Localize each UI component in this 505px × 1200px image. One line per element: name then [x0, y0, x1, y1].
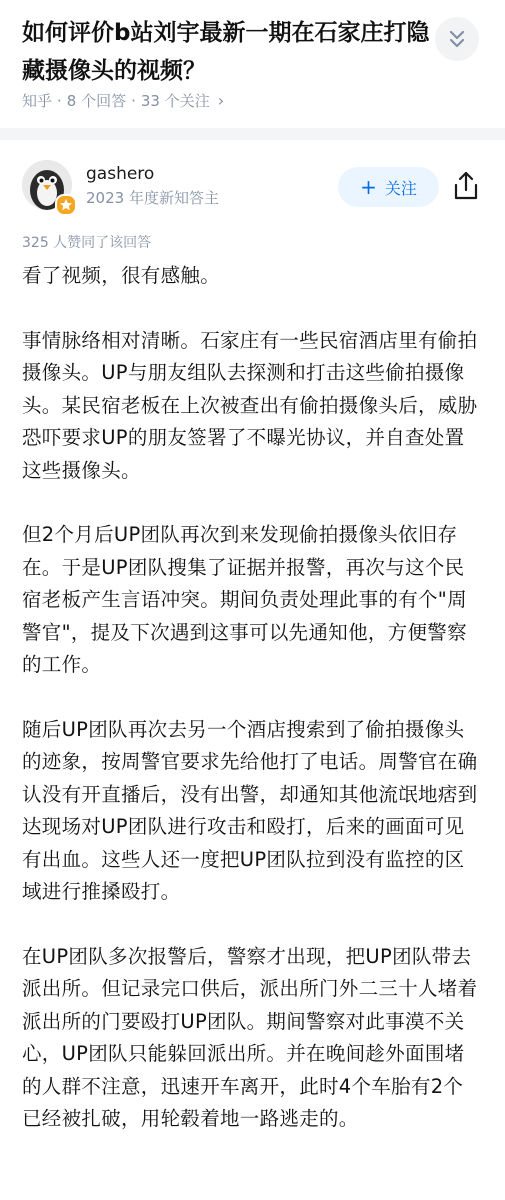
question-header [0, 0, 505, 128]
question-meta[interactable] [22, 90, 224, 112]
answer-content [0, 260, 505, 1136]
answer-paragraph: 看了视频，很有感触。 [22, 264, 221, 287]
answer-paragraph: 但2个月后UP团队再次到来发现偷拍摄像头依旧存在。于是UP团队搜集了证据并报警，再次与这个民宿老板产生言语冲突。期间负责处理此事的有个"周警官"，提及下次遇到这事可以先通知他，方便警察的工作。 [22, 523, 467, 676]
author-name[interactable]: gashero [86, 164, 155, 184]
follow-button[interactable] [338, 167, 439, 207]
orange-badge-icon [55, 194, 77, 216]
share-icon[interactable] [452, 170, 480, 202]
chevron-right-icon: › [217, 91, 225, 110]
separator-dot: · [57, 92, 62, 110]
author-bar [0, 140, 505, 224]
plus-icon: + [360, 175, 377, 199]
separator-dot: · [131, 92, 136, 110]
vote-count: 325 人赞同了该回答 [22, 235, 152, 251]
follower-count: 33 个关注 [140, 92, 210, 110]
chevron-double-down-icon[interactable] [435, 17, 479, 61]
section-divider [0, 128, 505, 140]
source-label: 知乎 [22, 92, 53, 110]
question-title[interactable]: 如何评价b站刘宇最新一期在石家庄打隐藏摄像头的视频？ [22, 20, 430, 84]
author-title: 2023 年度新知答主 [86, 189, 219, 207]
answer-paragraph: 随后UP团队再次去另一个酒店搜索到了偷拍摄像头的迹象，按周警官要求先给他打了电话。周警官在确认没有开直播后，没有出警，却通知其他流氓地痞到达现场对UP团队进行攻击和殴打，后来的画面可见有出血。这些人还一度把UP团队拉到没有监控的区域进行推搡殴打。 [22, 717, 478, 903]
answer-count: 8 个回答 [66, 92, 127, 110]
answer-paragraph: 在UP团队多次报警后，警察才出现，把UP团队带去派出所。但记录完口供后，派出所门外二三十人堵着派出所的门要殴打UP团队。期间警察对此事漠不关心，UP团队只能躲回派出所。并在晚间趁外面围堵的人群不注意，迅速开车离开，此时4个车胎有2个已经被扎破，用轮毂着地一路逃走的。 [22, 944, 478, 1130]
follow-label: 关注 [384, 178, 417, 198]
answer-paragraph: 事情脉络相对清晰。石家庄有一些民宿酒店里有偷拍摄像头。UP与朋友组队去探测和打击这些偷拍摄像头。某民宿老板在上次被查出有偷拍摄像头后，威胁恐吓要求UP的朋友签署了不曝光协议，并自查处置这些摄像头。 [22, 328, 478, 482]
